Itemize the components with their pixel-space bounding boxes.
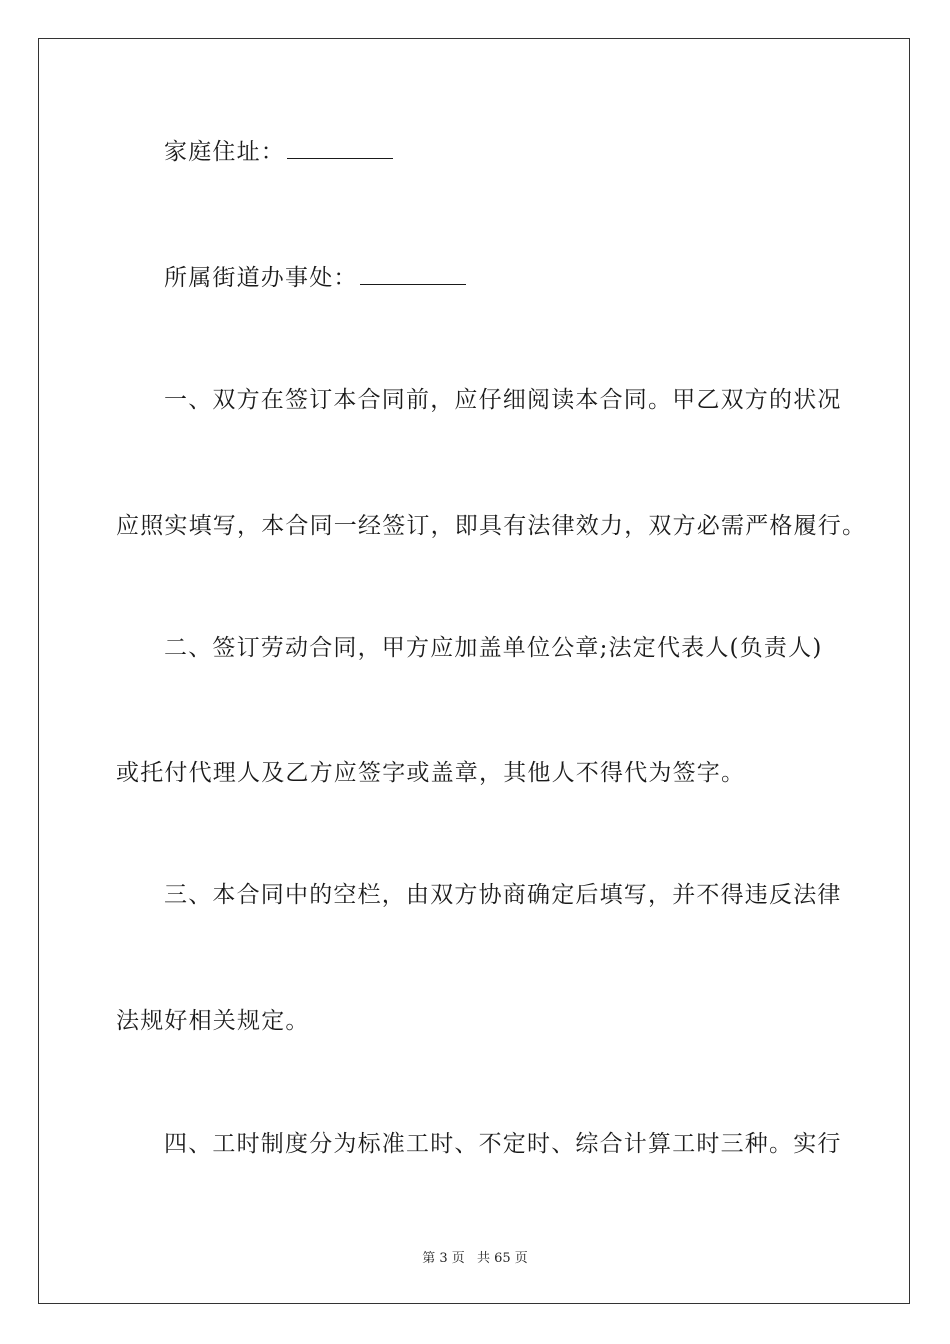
paragraph-1-line-1: 一、双方在签订本合同前，应仔细阅读本合同。甲乙双方的状况 bbox=[164, 387, 842, 413]
paragraph-2-line-1: 二、签订劳动合同，甲方应加盖单位公章;法定代表人(负责人) bbox=[164, 635, 823, 661]
paragraph-1-line-2: 应照实填写，本合同一经签订，即具有法律效力，双方必需严格履行。 bbox=[116, 513, 867, 539]
address-blank-field[interactable] bbox=[287, 136, 393, 159]
street-office-label: 所属街道办事处： bbox=[164, 265, 358, 291]
address-line bbox=[164, 136, 393, 167]
page-number-current: 第 3 页 bbox=[422, 1251, 465, 1266]
paragraph-2-line-2: 或托付代理人及乙方应签字或盖章，其他人不得代为签字。 bbox=[116, 760, 746, 786]
paragraph-4-line-1: 四、工时制度分为标准工时、不定时、综合计算工时三种。实行 bbox=[164, 1131, 842, 1157]
street-office-line bbox=[164, 262, 466, 293]
street-office-blank-field[interactable] bbox=[360, 262, 466, 285]
address-label: 家庭住址： bbox=[164, 139, 285, 165]
page-footer bbox=[0, 1247, 950, 1266]
paragraph-3-line-2: 法规好相关规定。 bbox=[116, 1008, 310, 1034]
page-border bbox=[38, 38, 910, 1304]
page-number-total: 共 65 页 bbox=[476, 1251, 528, 1266]
paragraph-3-line-1: 三、本合同中的空栏，由双方协商确定后填写，并不得违反法律 bbox=[164, 882, 842, 908]
